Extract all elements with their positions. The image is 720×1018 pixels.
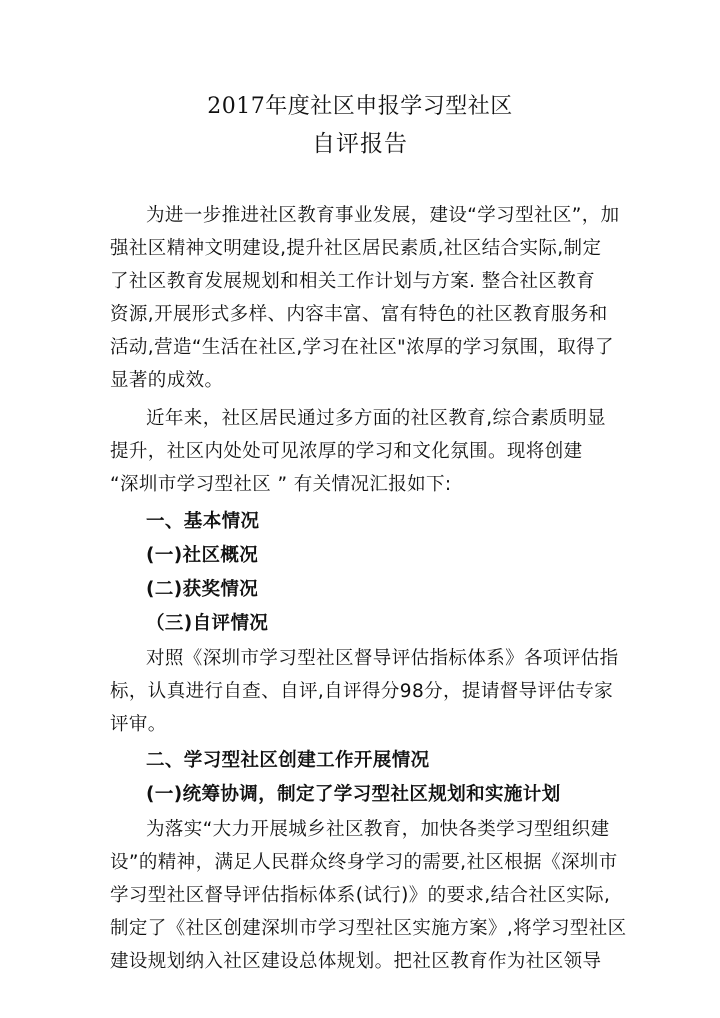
section-heading: 一、基本情况 — [146, 511, 260, 532]
paragraph-line: 活动,营造“生活在社区,学习在社区"浓厚的学习氛围，取得了 — [110, 337, 614, 358]
document-title-line1: 2017年度社区申报学习型社区 — [207, 94, 513, 119]
paragraph-line: 近年来，社区居民通过多方面的社区教育,综合素质明显 — [146, 408, 606, 429]
document-title-line2: 自评报告 — [312, 131, 408, 157]
subsection-heading: (一)统筹协调，制定了学习型社区规划和实施计划 — [146, 784, 561, 805]
paragraph-line: 了社区教育发展规划和相关工作计划与方案. 整合社区教育 — [110, 271, 596, 292]
paragraph-line: “深圳市学习型社区 ” 有关情况汇报如下: — [110, 474, 452, 495]
paragraph-line: 为进一步推进社区教育事业发展，建设“学习型社区”，加 — [146, 205, 620, 226]
paragraph-line: 标，认真进行自查、自评,自评得分98分，提请督导评估专家 — [110, 681, 614, 702]
section-heading: 二、学习型社区创建工作开展情况 — [146, 750, 430, 771]
subsection-heading: （三)自评情况 — [146, 613, 269, 634]
paragraph-line: 对照《深圳市学习型社区督导评估指标体系》各项评估指 — [146, 648, 619, 669]
paragraph-line: 为落实“大力开展城乡社区教育，加快各类学习型组织建 — [146, 819, 610, 840]
paragraph-line: 制定了《社区创建深圳市学习型社区实施方案》,将学习型社区 — [110, 918, 627, 939]
paragraph-line: 提升，社区内处处可见浓厚的学习和文化氛围。现将创建 — [110, 441, 583, 462]
paragraph-line: 显著的成效。 — [110, 370, 224, 391]
subsection-heading: (一)社区概况 — [146, 545, 259, 566]
paragraph-line: 评审。 — [110, 714, 167, 735]
paragraph-line: 设”的精神，满足人民群众终身学习的需要,社区根据《深圳市 — [110, 852, 618, 873]
paragraph-line: 资源,开展形式多样、内容丰富、富有特色的社区教育服务和 — [110, 304, 608, 325]
subsection-heading: (二)获奖情况 — [146, 579, 259, 600]
paragraph-line: 学习型社区督导评估指标体系(试行)》的要求,结合社区实际, — [110, 885, 611, 906]
paragraph-line: 强社区精神文明建设,提升社区居民素质,社区结合实际,制定 — [110, 238, 602, 259]
paragraph-line: 建设规划纳入社区建设总体规划。把社区教育作为社区领导 — [110, 951, 602, 972]
